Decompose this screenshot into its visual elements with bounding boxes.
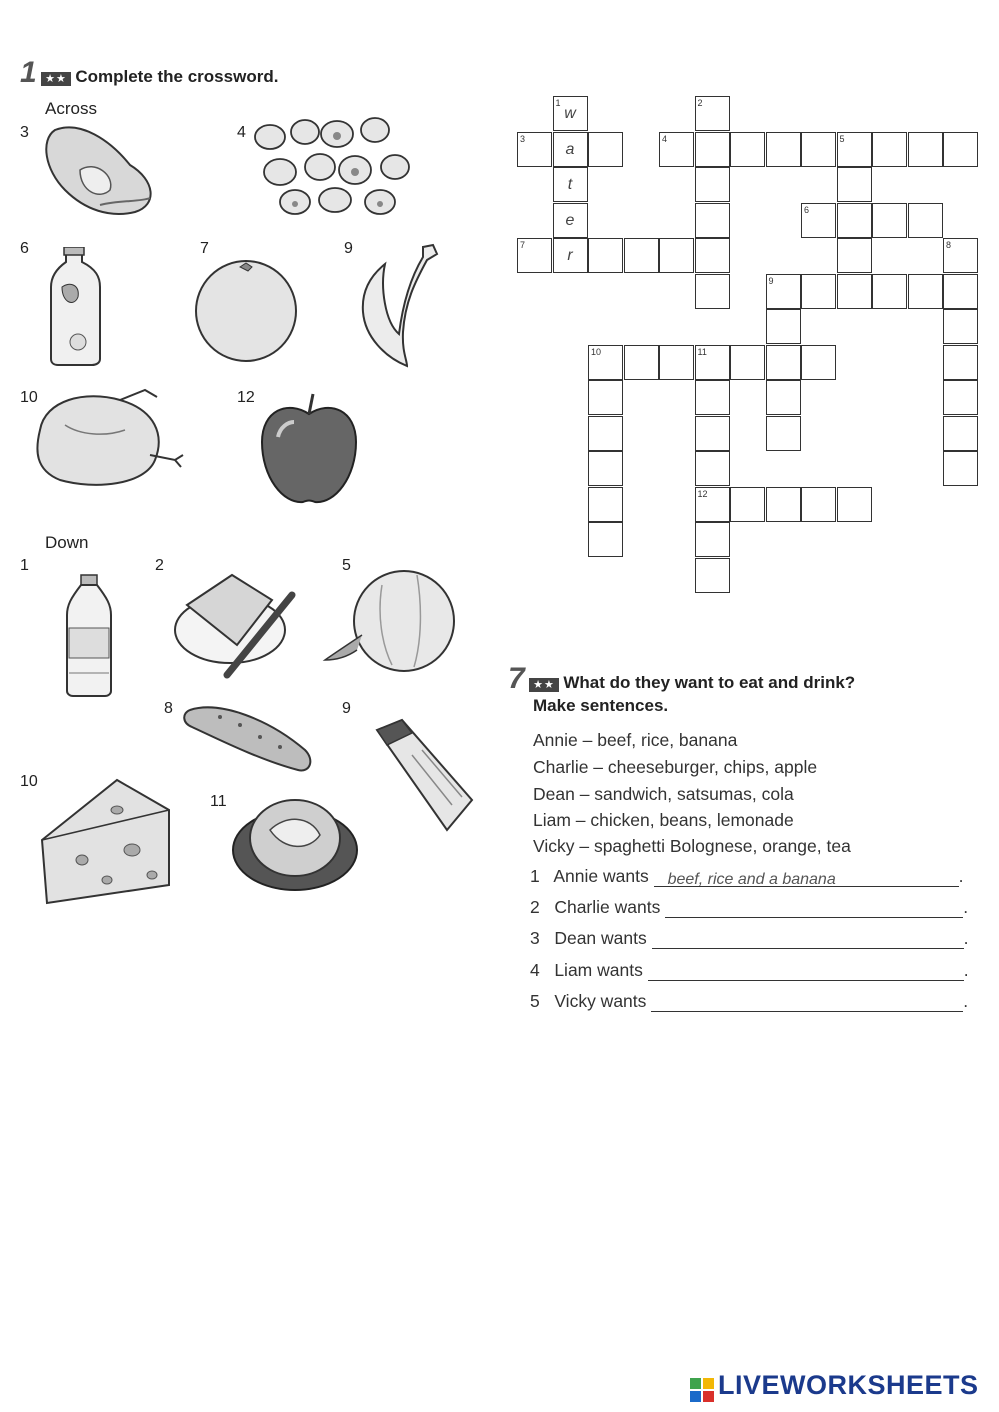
crossword-cell <box>553 203 588 238</box>
sentence-row <box>530 928 969 949</box>
crossword-cell[interactable] <box>695 167 730 202</box>
chicken-picture <box>25 385 185 495</box>
list-item: Annie – beef, rice, banana <box>533 730 738 750</box>
clue-number: 8 <box>946 240 952 250</box>
crossword-cell[interactable] <box>801 132 836 167</box>
across-clue-number: 12 <box>237 389 255 406</box>
crossword-cell[interactable] <box>695 487 730 522</box>
across-clue-number: 3 <box>20 124 29 141</box>
banana-picture <box>355 242 440 370</box>
milk-picture <box>48 247 103 367</box>
crossword-cell[interactable] <box>801 203 836 238</box>
crossword-cell[interactable] <box>801 274 836 309</box>
across-clue-number: 4 <box>237 124 246 141</box>
crossword-cell <box>553 238 588 273</box>
down-clue-number: 1 <box>20 557 29 574</box>
sentence-row <box>530 897 968 918</box>
crossword-cell[interactable] <box>766 309 801 344</box>
clue-number: 5 <box>839 133 845 144</box>
crossword-cell[interactable] <box>837 167 872 202</box>
sentence-row <box>530 960 969 981</box>
crossword-cell[interactable] <box>695 345 730 380</box>
clue-number: 6 <box>804 204 810 215</box>
crossword-cell[interactable] <box>837 274 872 309</box>
clue-number: 11 <box>697 346 707 357</box>
example-letter: w <box>564 105 576 122</box>
down-clue-number: 5 <box>342 557 351 574</box>
crossword-cell[interactable] <box>943 380 978 415</box>
crossword-cell[interactable] <box>766 132 801 167</box>
onion-picture <box>322 565 457 677</box>
list-item: Charlie – cheeseburger, chips, apple <box>533 757 818 777</box>
sentence-prefix: Dean wants <box>554 928 647 948</box>
cucumber-picture <box>180 695 320 777</box>
crossword-cell[interactable] <box>588 522 623 557</box>
sentence-period: . <box>963 991 969 1011</box>
sentence-number: 1 <box>530 866 540 886</box>
clue-number: 7 <box>520 240 526 250</box>
sentence-prefix: Annie wants <box>553 866 649 886</box>
clue-number: 4 <box>662 133 668 144</box>
exercise-instruction: What do they want to eat and drink? <box>563 673 856 692</box>
example-letter: t <box>567 176 573 193</box>
crossword-cell[interactable] <box>588 487 623 522</box>
crossword-cell[interactable] <box>624 345 659 380</box>
crossword-cell[interactable] <box>943 274 978 309</box>
sentence-period: . <box>958 866 964 886</box>
down-clue-number: 9 <box>342 700 351 717</box>
sentence-period: . <box>963 960 969 980</box>
crossword-cell[interactable] <box>801 487 836 522</box>
crossword-cell[interactable] <box>943 416 978 451</box>
crossword-cell[interactable] <box>908 274 943 309</box>
lettuce-picture <box>230 790 360 895</box>
crossword-cell[interactable] <box>730 345 765 380</box>
crossword-cell[interactable] <box>801 345 836 380</box>
crossword-cell[interactable] <box>943 345 978 380</box>
exercise-1-header <box>20 56 278 90</box>
across-clue-number: 9 <box>344 240 353 257</box>
sentence-number: 5 <box>530 991 540 1011</box>
clue-number: 2 <box>697 98 703 108</box>
mushrooms-picture <box>245 112 415 220</box>
crossword-cell[interactable] <box>695 558 730 593</box>
answer-field-3[interactable] <box>652 930 964 949</box>
crossword-cell[interactable] <box>517 132 552 167</box>
logo-text: LIVEWORKSHEETS <box>718 1370 979 1400</box>
list-item: Vicky – spaghetti Bolognese, orange, tea <box>533 836 851 856</box>
clue-number: 1 <box>555 98 561 108</box>
answer-field-4[interactable] <box>648 962 964 981</box>
clue-number: 12 <box>697 488 708 499</box>
crossword-cell[interactable] <box>766 380 801 415</box>
logo-icon <box>690 1378 714 1402</box>
sandwich-picture <box>172 565 297 685</box>
sentence-prefix: Vicky wants <box>554 991 647 1011</box>
crossword-cell[interactable] <box>943 238 978 273</box>
crossword-cell[interactable] <box>837 132 872 167</box>
crossword-cell[interactable] <box>872 274 907 309</box>
crossword-cell[interactable] <box>872 203 907 238</box>
crossword-cell[interactable] <box>695 380 730 415</box>
exercise-number: 1 <box>20 56 37 89</box>
crossword-cell[interactable] <box>766 274 801 309</box>
crossword-cell <box>553 167 588 202</box>
crossword-cell[interactable] <box>588 451 623 486</box>
down-clue-number: 8 <box>164 700 173 717</box>
crossword-cell[interactable] <box>588 416 623 451</box>
sentence-number: 4 <box>530 960 540 980</box>
clue-number: 10 <box>591 346 602 357</box>
crossword-cell[interactable] <box>659 132 694 167</box>
sentence-number: 3 <box>530 928 540 948</box>
crossword-cell[interactable] <box>837 487 872 522</box>
crossword-cell <box>553 96 588 131</box>
clue-number: 3 <box>520 133 526 144</box>
answer-field-2[interactable] <box>665 899 963 918</box>
sentence-period: . <box>963 897 969 917</box>
crossword-cell[interactable] <box>588 380 623 415</box>
crossword-cell[interactable] <box>695 238 730 273</box>
across-label: Across <box>45 99 97 118</box>
crossword-cell[interactable] <box>730 132 765 167</box>
crossword-cell[interactable] <box>943 132 978 167</box>
sentence-period: . <box>963 928 969 948</box>
liveworksheets-logo <box>690 1370 979 1402</box>
crossword-cell[interactable] <box>766 487 801 522</box>
exercise-instruction-line-2: Make sentences. <box>533 696 669 715</box>
answer-field-1[interactable] <box>654 868 959 887</box>
crossword-cell[interactable] <box>659 238 694 273</box>
exercise-number: 7 <box>508 662 525 695</box>
list-item: Liam – chicken, beans, lemonade <box>533 810 794 830</box>
across-clue-number: 6 <box>20 240 29 257</box>
crossword-cell[interactable] <box>695 416 730 451</box>
crossword-cell[interactable] <box>837 203 872 238</box>
orange-picture <box>192 255 300 363</box>
example-answer: beef, rice and a banana <box>667 871 836 888</box>
list-item: Dean – sandwich, satsumas, cola <box>533 784 794 804</box>
crossword-cell <box>553 132 588 167</box>
crossword-cell[interactable] <box>730 487 765 522</box>
cheese-picture <box>37 775 175 905</box>
crossword-cell[interactable] <box>695 451 730 486</box>
sentence-prefix: Liam wants <box>554 960 643 980</box>
sentence-number: 2 <box>530 897 540 917</box>
difficulty-stars: ★★ <box>529 678 559 692</box>
crossword-cell[interactable] <box>695 203 730 238</box>
crossword-cell[interactable] <box>659 345 694 380</box>
chocolate-bar-picture <box>372 715 477 833</box>
across-clue-number: 10 <box>20 389 38 406</box>
crossword-cell[interactable] <box>908 132 943 167</box>
crossword-cell[interactable] <box>695 132 730 167</box>
crossword-cell[interactable] <box>588 132 623 167</box>
crossword-cell[interactable] <box>695 522 730 557</box>
crossword-cell[interactable] <box>766 345 801 380</box>
down-clue-number: 2 <box>155 557 164 574</box>
sentence-row <box>530 866 963 887</box>
sentence-row <box>530 991 968 1012</box>
sentence-prefix: Charlie wants <box>554 897 661 917</box>
crossword-cell[interactable] <box>624 238 659 273</box>
example-letter: r <box>567 247 573 264</box>
down-clue-number: 10 <box>20 773 38 790</box>
down-label: Down <box>45 533 89 552</box>
crossword-cell[interactable] <box>588 345 623 380</box>
crossword-cell[interactable] <box>872 132 907 167</box>
water-bottle-picture <box>63 573 115 698</box>
example-letter: e <box>565 211 575 229</box>
crossword-cell[interactable] <box>517 238 552 273</box>
answer-field-5[interactable] <box>651 993 963 1012</box>
difficulty-stars: ★★ <box>41 72 71 86</box>
apple-picture <box>258 392 360 507</box>
crossword-cell[interactable] <box>588 238 623 273</box>
exercise-7-header <box>508 662 855 696</box>
example-letter: a <box>565 140 575 158</box>
exercise-instruction: Complete the crossword. <box>75 67 279 86</box>
crossword-cell[interactable] <box>908 203 943 238</box>
crossword-cell[interactable] <box>837 238 872 273</box>
down-clue-number: 11 <box>210 793 227 810</box>
crossword-cell[interactable] <box>766 416 801 451</box>
crossword-cell[interactable] <box>695 274 730 309</box>
clue-number: 9 <box>768 275 774 286</box>
crossword-cell[interactable] <box>943 309 978 344</box>
crossword-cell[interactable] <box>695 96 730 131</box>
across-clue-number: 7 <box>200 240 209 257</box>
beef-picture <box>40 120 160 220</box>
crossword-cell[interactable] <box>943 451 978 486</box>
